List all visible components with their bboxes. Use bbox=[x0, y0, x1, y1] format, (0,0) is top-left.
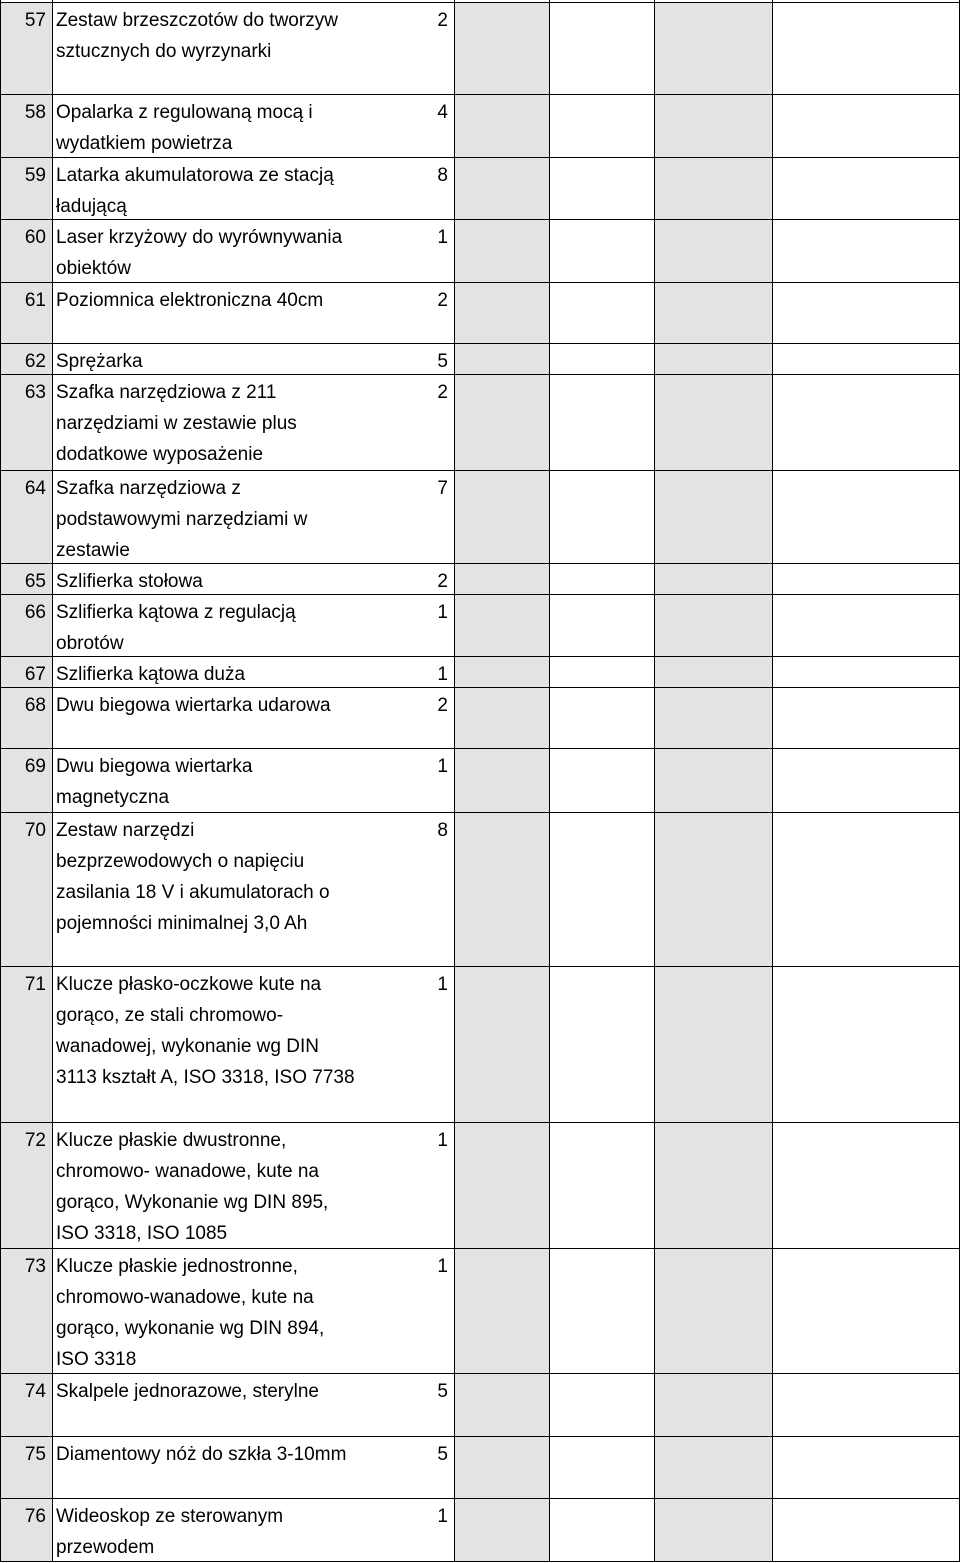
item-quantity: 1 bbox=[437, 1256, 448, 1277]
empty-cell bbox=[549, 966, 654, 1122]
empty-cell bbox=[549, 812, 654, 966]
quantity-cell bbox=[402, 594, 454, 656]
quantity-cell bbox=[402, 470, 454, 563]
table-row bbox=[0, 563, 960, 594]
quantity-cell bbox=[402, 282, 454, 343]
empty-cell bbox=[772, 157, 960, 219]
item-name: Szlifierka kątowa duża bbox=[56, 664, 246, 685]
item-name-cell bbox=[52, 282, 454, 343]
empty-cell bbox=[549, 374, 654, 470]
table-row bbox=[0, 219, 960, 282]
item-name: Wideoskop ze sterowanym przewodem bbox=[56, 1506, 284, 1558]
item-name: Szlifierka stołowa bbox=[56, 571, 203, 592]
table-row bbox=[0, 687, 960, 748]
empty-shaded-cell bbox=[454, 966, 549, 1122]
item-quantity: 5 bbox=[437, 1381, 448, 1402]
empty-cell bbox=[549, 1248, 654, 1373]
empty-cell bbox=[549, 656, 654, 687]
row-number: 68 bbox=[24, 695, 46, 716]
empty-shaded-cell bbox=[454, 374, 549, 470]
empty-shaded-cell bbox=[454, 687, 549, 748]
empty-cell bbox=[549, 2, 654, 94]
row-number: 66 bbox=[24, 602, 46, 623]
table-row bbox=[0, 1436, 960, 1498]
item-quantity: 5 bbox=[437, 1444, 448, 1465]
empty-shaded-cell bbox=[654, 966, 772, 1122]
empty-shaded-cell bbox=[654, 1436, 772, 1498]
row-number: 76 bbox=[24, 1506, 46, 1527]
item-name-cell bbox=[52, 1122, 454, 1248]
item-name-cell bbox=[52, 1436, 454, 1498]
item-quantity: 7 bbox=[437, 478, 448, 499]
quantity-cell bbox=[402, 656, 454, 687]
row-number: 64 bbox=[24, 478, 46, 499]
empty-shaded-cell bbox=[454, 1498, 549, 1562]
grid-line-vertical bbox=[0, 0, 1, 1562]
item-name: Dwu biegowa wiertarka udarowa bbox=[56, 695, 331, 716]
empty-cell bbox=[772, 748, 960, 812]
empty-cell bbox=[772, 1248, 960, 1373]
row-number: 57 bbox=[24, 10, 46, 31]
grid-line-horizontal bbox=[0, 563, 960, 564]
grid-line-horizontal bbox=[0, 94, 960, 95]
item-name-cell bbox=[52, 94, 454, 157]
quantity-cell bbox=[402, 157, 454, 219]
item-name-cell bbox=[52, 1373, 454, 1436]
table-row bbox=[0, 374, 960, 470]
empty-cell bbox=[549, 1122, 654, 1248]
empty-shaded-cell bbox=[654, 219, 772, 282]
grid-line-horizontal bbox=[0, 343, 960, 344]
item-quantity: 2 bbox=[437, 695, 448, 716]
item-name: Szafka narzędziowa z podstawowymi narzędziami w zestawie bbox=[56, 478, 308, 561]
empty-shaded-cell bbox=[454, 94, 549, 157]
grid-line-horizontal bbox=[0, 2, 960, 3]
quantity-cell bbox=[402, 563, 454, 594]
item-name: Latarka akumulatorowa ze stacją ładującą bbox=[56, 165, 334, 217]
empty-shaded-cell bbox=[654, 1122, 772, 1248]
quantity-cell bbox=[402, 1373, 454, 1436]
row-number-cell bbox=[0, 157, 52, 219]
item-name-cell bbox=[52, 656, 454, 687]
item-quantity: 5 bbox=[437, 351, 448, 372]
row-number-cell bbox=[0, 374, 52, 470]
row-number: 59 bbox=[24, 165, 46, 186]
item-name-cell bbox=[52, 219, 454, 282]
empty-cell bbox=[772, 687, 960, 748]
empty-shaded-cell bbox=[654, 343, 772, 374]
table-row bbox=[0, 470, 960, 563]
grid-line-horizontal bbox=[0, 812, 960, 813]
empty-cell bbox=[772, 656, 960, 687]
quantity-cell bbox=[402, 2, 454, 94]
grid-line-horizontal bbox=[0, 282, 960, 283]
item-name-cell bbox=[52, 563, 454, 594]
empty-shaded-cell bbox=[654, 812, 772, 966]
grid-line-horizontal bbox=[0, 1436, 960, 1437]
item-quantity: 8 bbox=[437, 165, 448, 186]
row-number-cell bbox=[0, 1122, 52, 1248]
quantity-cell bbox=[402, 1122, 454, 1248]
table-row bbox=[0, 343, 960, 374]
grid-line-horizontal bbox=[0, 374, 960, 375]
item-name: Laser krzyżowy do wyrównywania obiektów bbox=[56, 227, 343, 279]
row-number: 73 bbox=[24, 1256, 46, 1277]
row-number: 62 bbox=[24, 351, 46, 372]
table-row bbox=[0, 656, 960, 687]
item-quantity: 1 bbox=[437, 664, 448, 685]
empty-cell bbox=[549, 594, 654, 656]
empty-shaded-cell bbox=[454, 812, 549, 966]
item-quantity: 2 bbox=[437, 571, 448, 592]
grid-line-horizontal bbox=[0, 687, 960, 688]
item-name: Szlifierka kątowa z regulacją obrotów bbox=[56, 602, 296, 654]
table-row bbox=[0, 748, 960, 812]
row-number: 65 bbox=[24, 571, 46, 592]
item-quantity: 1 bbox=[437, 227, 448, 248]
empty-cell bbox=[772, 1498, 960, 1562]
item-quantity: 4 bbox=[437, 102, 448, 123]
empty-shaded-cell bbox=[454, 656, 549, 687]
grid-line-vertical bbox=[454, 0, 455, 1562]
row-number-cell bbox=[0, 1248, 52, 1373]
empty-shaded-cell bbox=[454, 1373, 549, 1436]
empty-shaded-cell bbox=[454, 343, 549, 374]
item-name: Opalarka z regulowaną mocą i wydatkiem powietrza bbox=[56, 102, 313, 154]
row-number-cell bbox=[0, 1436, 52, 1498]
empty-shaded-cell bbox=[654, 687, 772, 748]
empty-shaded-cell bbox=[654, 1373, 772, 1436]
empty-cell bbox=[549, 1498, 654, 1562]
row-number: 70 bbox=[24, 820, 46, 841]
empty-shaded-cell bbox=[454, 594, 549, 656]
empty-shaded-cell bbox=[654, 594, 772, 656]
quantity-cell bbox=[402, 1436, 454, 1498]
table-row bbox=[0, 282, 960, 343]
empty-shaded-cell bbox=[454, 1248, 549, 1373]
grid-line-horizontal bbox=[0, 219, 960, 220]
item-quantity: 1 bbox=[437, 1130, 448, 1151]
item-name-cell bbox=[52, 812, 454, 966]
grid-line-horizontal bbox=[0, 1122, 960, 1123]
empty-shaded-cell bbox=[654, 1498, 772, 1562]
item-name-cell bbox=[52, 343, 454, 374]
item-name-cell bbox=[52, 2, 454, 94]
item-name: Klucze płaskie dwustronne, chromowo- wanadowe, kute na gorąco, Wykonanie wg DIN 895, ISO 3318, ISO 1085 bbox=[56, 1130, 329, 1244]
empty-cell bbox=[772, 563, 960, 594]
item-name-cell bbox=[52, 470, 454, 563]
row-number: 67 bbox=[24, 664, 46, 685]
table-row bbox=[0, 966, 960, 1122]
row-number: 75 bbox=[24, 1444, 46, 1465]
empty-cell bbox=[549, 219, 654, 282]
grid-line-vertical bbox=[549, 0, 550, 1562]
row-number-cell bbox=[0, 2, 52, 94]
empty-cell bbox=[549, 1373, 654, 1436]
table-row bbox=[0, 1498, 960, 1562]
item-quantity: 8 bbox=[437, 820, 448, 841]
table-row bbox=[0, 94, 960, 157]
row-number-cell bbox=[0, 282, 52, 343]
empty-shaded-cell bbox=[654, 282, 772, 343]
empty-cell bbox=[549, 470, 654, 563]
empty-cell bbox=[549, 157, 654, 219]
row-number: 74 bbox=[24, 1381, 46, 1402]
row-number: 63 bbox=[24, 382, 46, 403]
item-quantity: 1 bbox=[437, 1506, 448, 1527]
grid-line-horizontal bbox=[0, 656, 960, 657]
table-row bbox=[0, 812, 960, 966]
item-name-cell bbox=[52, 1498, 454, 1562]
empty-cell bbox=[549, 343, 654, 374]
item-name: Skalpele jednorazowe, sterylne bbox=[56, 1381, 319, 1402]
grid-line-vertical bbox=[772, 0, 773, 1562]
row-number: 72 bbox=[24, 1130, 46, 1151]
item-quantity: 2 bbox=[437, 290, 448, 311]
row-number: 71 bbox=[24, 974, 46, 995]
quantity-cell bbox=[402, 343, 454, 374]
item-name: Szafka narzędziowa z 211 narzędziami w zestawie plus dodatkowe wyposażenie bbox=[56, 382, 297, 465]
item-name: Diamentowy nóż do szkła 3-10mm bbox=[56, 1444, 347, 1465]
empty-shaded-cell bbox=[654, 2, 772, 94]
item-name: Poziomnica elektroniczna 40cm bbox=[56, 290, 324, 311]
item-quantity: 1 bbox=[437, 974, 448, 995]
item-name-cell bbox=[52, 687, 454, 748]
quantity-cell bbox=[402, 687, 454, 748]
empty-cell bbox=[549, 1436, 654, 1498]
empty-shaded-cell bbox=[654, 94, 772, 157]
row-number-cell bbox=[0, 1373, 52, 1436]
row-number-cell bbox=[0, 812, 52, 966]
empty-shaded-cell bbox=[454, 2, 549, 94]
item-name: Zestaw brzeszczotów do tworzyw sztucznych do wyrzynarki bbox=[56, 10, 338, 62]
quantity-cell bbox=[402, 1498, 454, 1562]
empty-cell bbox=[772, 2, 960, 94]
item-name-cell bbox=[52, 157, 454, 219]
grid-line-horizontal bbox=[0, 748, 960, 749]
row-number: 61 bbox=[24, 290, 46, 311]
item-quantity: 2 bbox=[437, 382, 448, 403]
grid-line-horizontal bbox=[0, 1248, 960, 1249]
empty-shaded-cell bbox=[454, 563, 549, 594]
row-number-cell bbox=[0, 470, 52, 563]
empty-cell bbox=[772, 282, 960, 343]
row-number-cell bbox=[0, 219, 52, 282]
quantity-cell bbox=[402, 748, 454, 812]
table-row bbox=[0, 2, 960, 94]
empty-cell bbox=[772, 94, 960, 157]
item-name-cell bbox=[52, 1248, 454, 1373]
empty-cell bbox=[772, 1373, 960, 1436]
row-number-cell bbox=[0, 343, 52, 374]
grid-line-vertical bbox=[52, 0, 53, 1562]
quantity-cell bbox=[402, 94, 454, 157]
row-number: 60 bbox=[24, 227, 46, 248]
empty-cell bbox=[772, 812, 960, 966]
empty-cell bbox=[772, 1436, 960, 1498]
item-quantity: 1 bbox=[437, 756, 448, 777]
quantity-cell bbox=[402, 812, 454, 966]
table-row bbox=[0, 1248, 960, 1373]
grid-line-horizontal bbox=[0, 966, 960, 967]
item-name-cell bbox=[52, 594, 454, 656]
item-name: Zestaw narzędzi bezprzewodowych o napięciu zasilania 18 V i akumulatorach o pojemności minimalnej 3,0 Ah bbox=[56, 820, 330, 934]
empty-shaded-cell bbox=[454, 1436, 549, 1498]
grid-line-horizontal bbox=[0, 1498, 960, 1499]
row-number-cell bbox=[0, 748, 52, 812]
item-name: Sprężarka bbox=[56, 351, 143, 372]
item-quantity: 2 bbox=[437, 10, 448, 31]
item-name-cell bbox=[52, 374, 454, 470]
empty-shaded-cell bbox=[654, 656, 772, 687]
item-name-cell bbox=[52, 748, 454, 812]
quantity-cell bbox=[402, 374, 454, 470]
empty-cell bbox=[549, 687, 654, 748]
row-number-cell bbox=[0, 94, 52, 157]
item-quantity: 1 bbox=[437, 602, 448, 623]
empty-cell bbox=[549, 563, 654, 594]
empty-shaded-cell bbox=[454, 748, 549, 812]
item-name-cell bbox=[52, 966, 454, 1122]
empty-cell bbox=[549, 94, 654, 157]
empty-shaded-cell bbox=[454, 470, 549, 563]
empty-shaded-cell bbox=[654, 157, 772, 219]
empty-cell bbox=[549, 282, 654, 343]
empty-cell bbox=[549, 748, 654, 812]
row-number-cell bbox=[0, 594, 52, 656]
empty-shaded-cell bbox=[654, 470, 772, 563]
row-number: 58 bbox=[24, 102, 46, 123]
table-row bbox=[0, 594, 960, 656]
empty-shaded-cell bbox=[654, 748, 772, 812]
quantity-cell bbox=[402, 966, 454, 1122]
empty-shaded-cell bbox=[454, 1122, 549, 1248]
row-number-cell bbox=[0, 656, 52, 687]
row-number-cell bbox=[0, 563, 52, 594]
empty-cell bbox=[772, 1122, 960, 1248]
quantity-cell bbox=[402, 219, 454, 282]
empty-cell bbox=[772, 219, 960, 282]
row-number: 69 bbox=[24, 756, 46, 777]
table-row bbox=[0, 157, 960, 219]
table-row bbox=[0, 1373, 960, 1436]
empty-shaded-cell bbox=[654, 563, 772, 594]
grid-line-vertical bbox=[654, 0, 655, 1562]
item-name: Klucze płasko-oczkowe kute na gorąco, ze stali chromowo- wanadowej, wykonanie wg DIN 3113 kształt A, ISO 3318, ISO 7738 bbox=[56, 974, 355, 1088]
empty-shaded-cell bbox=[454, 282, 549, 343]
grid-line-horizontal bbox=[0, 594, 960, 595]
empty-cell bbox=[772, 343, 960, 374]
empty-cell bbox=[772, 594, 960, 656]
empty-shaded-cell bbox=[454, 157, 549, 219]
item-name: Dwu biegowa wiertarka magnetyczna bbox=[56, 756, 253, 808]
empty-shaded-cell bbox=[654, 374, 772, 470]
table-row bbox=[0, 1122, 960, 1248]
row-number-cell bbox=[0, 687, 52, 748]
quantity-cell bbox=[402, 1248, 454, 1373]
empty-cell bbox=[772, 374, 960, 470]
grid-line-horizontal bbox=[0, 1373, 960, 1374]
item-name: Klucze płaskie jednostronne, chromowo-wanadowe, kute na gorąco, wykonanie wg DIN 894, ISO 3318 bbox=[56, 1256, 325, 1370]
row-number-cell bbox=[0, 1498, 52, 1562]
empty-shaded-cell bbox=[454, 219, 549, 282]
empty-cell bbox=[772, 966, 960, 1122]
empty-shaded-cell bbox=[654, 1248, 772, 1373]
empty-cell bbox=[772, 470, 960, 563]
grid-line-horizontal bbox=[0, 157, 960, 158]
grid-line-horizontal bbox=[0, 470, 960, 471]
row-number-cell bbox=[0, 966, 52, 1122]
